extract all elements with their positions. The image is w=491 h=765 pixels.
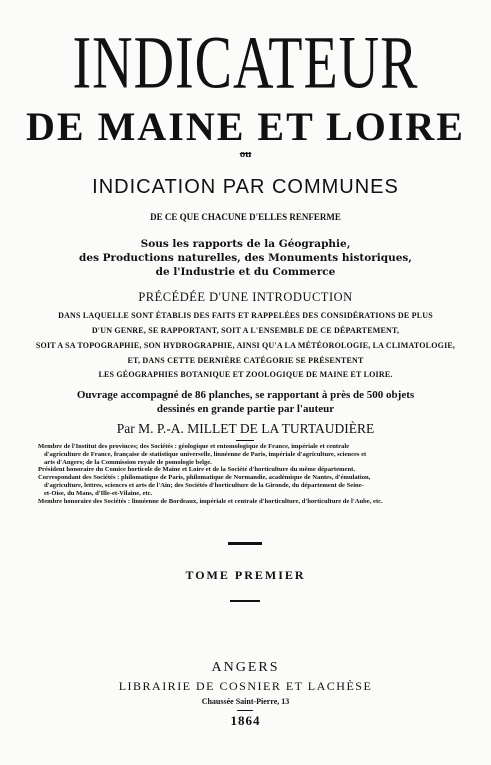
title-line-2: DE MAINE ET LOIRE bbox=[26, 104, 465, 149]
intro-line-5: LES GÉOGRAPHIES BOTANIQUE ET ZOOLOGIQUE DE MAINE ET LOIRE. bbox=[98, 370, 393, 379]
membership-line: Membre honoraire des Sociétés : linnéenne de Bordeaux, impériale et centrale d'horticulture, d'horticulture de l'Aube, etc. bbox=[38, 497, 383, 505]
intro-line-4: ET, DANS CETTE DERNIÈRE CATÉGORIE SE PRÉSENTENT bbox=[127, 356, 364, 365]
membership-line: Membre de l'Institut des provinces; des Sociétés : géologique et entomologique de France, impériale et centrale bbox=[38, 443, 350, 450]
membership-line: d'agriculture de France, française de statistique universelle, linnéenne de Paris, impériale d'agriculture, sciences et bbox=[44, 450, 367, 458]
subtitle-line-2: DE CE QUE CHACUNE D'ELLES RENFERME bbox=[150, 212, 341, 222]
subjects-line-1: Sous les rapports de la Géographie, bbox=[140, 238, 351, 250]
imprint-address: Chaussée Saint-Pierre, 13 bbox=[201, 697, 290, 706]
separator-rule-short bbox=[230, 600, 260, 602]
main-title: INDICATEUR bbox=[72, 21, 419, 106]
subjects-line-3: de l'Industrie et du Commerce bbox=[155, 266, 336, 278]
membership-line: Président honoraire du Comice horticole de Maine et Loire et de la Société d'horticulture du même département. bbox=[38, 466, 355, 474]
title-conjunction: ou bbox=[239, 148, 252, 160]
author-line: Par M. P.-A. MILLET DE LA TURTAUDIÈRE bbox=[116, 421, 375, 436]
subtitle: INDICATION PAR COMMUNES bbox=[92, 176, 399, 198]
intro-heading: PRÉCÉDÉE D'UNE INTRODUCTION bbox=[138, 290, 353, 304]
membership-line: et-Oise, du Mans, d'Ille-et-Vilaine, etc. bbox=[44, 489, 153, 497]
membership-line: d'agriculture, lettres, sciences et arts de l'Ain; des Sociétés d'horticulture de la Gironde, du département de Seine- bbox=[44, 481, 364, 489]
separator-rule bbox=[228, 542, 262, 545]
volume-label: TOME PREMIER bbox=[185, 568, 306, 582]
imprint-publisher: LIBRAIRIE DE COSNIER ET LACHÈSE bbox=[118, 679, 373, 693]
intro-line-3: SOIT A SA TOPOGRAPHIE, SON HYDROGRAPHIE, AINSI QU'A LA MÉTÉOROLOGIE, LA CLIMATOLOGIE, bbox=[35, 341, 456, 350]
imprint-year: 1864 bbox=[230, 713, 261, 728]
imprint-city: ANGERS bbox=[211, 660, 280, 675]
author-rule bbox=[236, 440, 254, 441]
work-note-line-1: Ouvrage accompagné de 86 planches, se rapportant à près de 500 objets bbox=[76, 389, 415, 401]
membership-line: Correspondant des Sociétés : philomatique de Paris, philomatique de Normandie, académique de Nantes, d'émulation, bbox=[38, 474, 371, 482]
intro-line-1: DANS LAQUELLE SONT ÉTABLIS DES FAITS ET RAPPELÉES DES CONSIDÉRATIONS DE PLUS bbox=[58, 311, 433, 320]
imprint-rule bbox=[237, 710, 253, 711]
author-memberships bbox=[38, 443, 458, 505]
membership-line: arts d'Angers; de la Commission royale de pomologie belge. bbox=[44, 458, 212, 466]
intro-line-2: D'UN GENRE, SE RAPPORTANT, SOIT A L'ENSEMBLE DE CE DÉPARTEMENT, bbox=[91, 326, 400, 335]
subjects-line-2: des Productions naturelles, des Monuments historiques, bbox=[79, 252, 412, 264]
work-note-line-2: dessinés en grande partie par l'auteur bbox=[156, 403, 335, 415]
